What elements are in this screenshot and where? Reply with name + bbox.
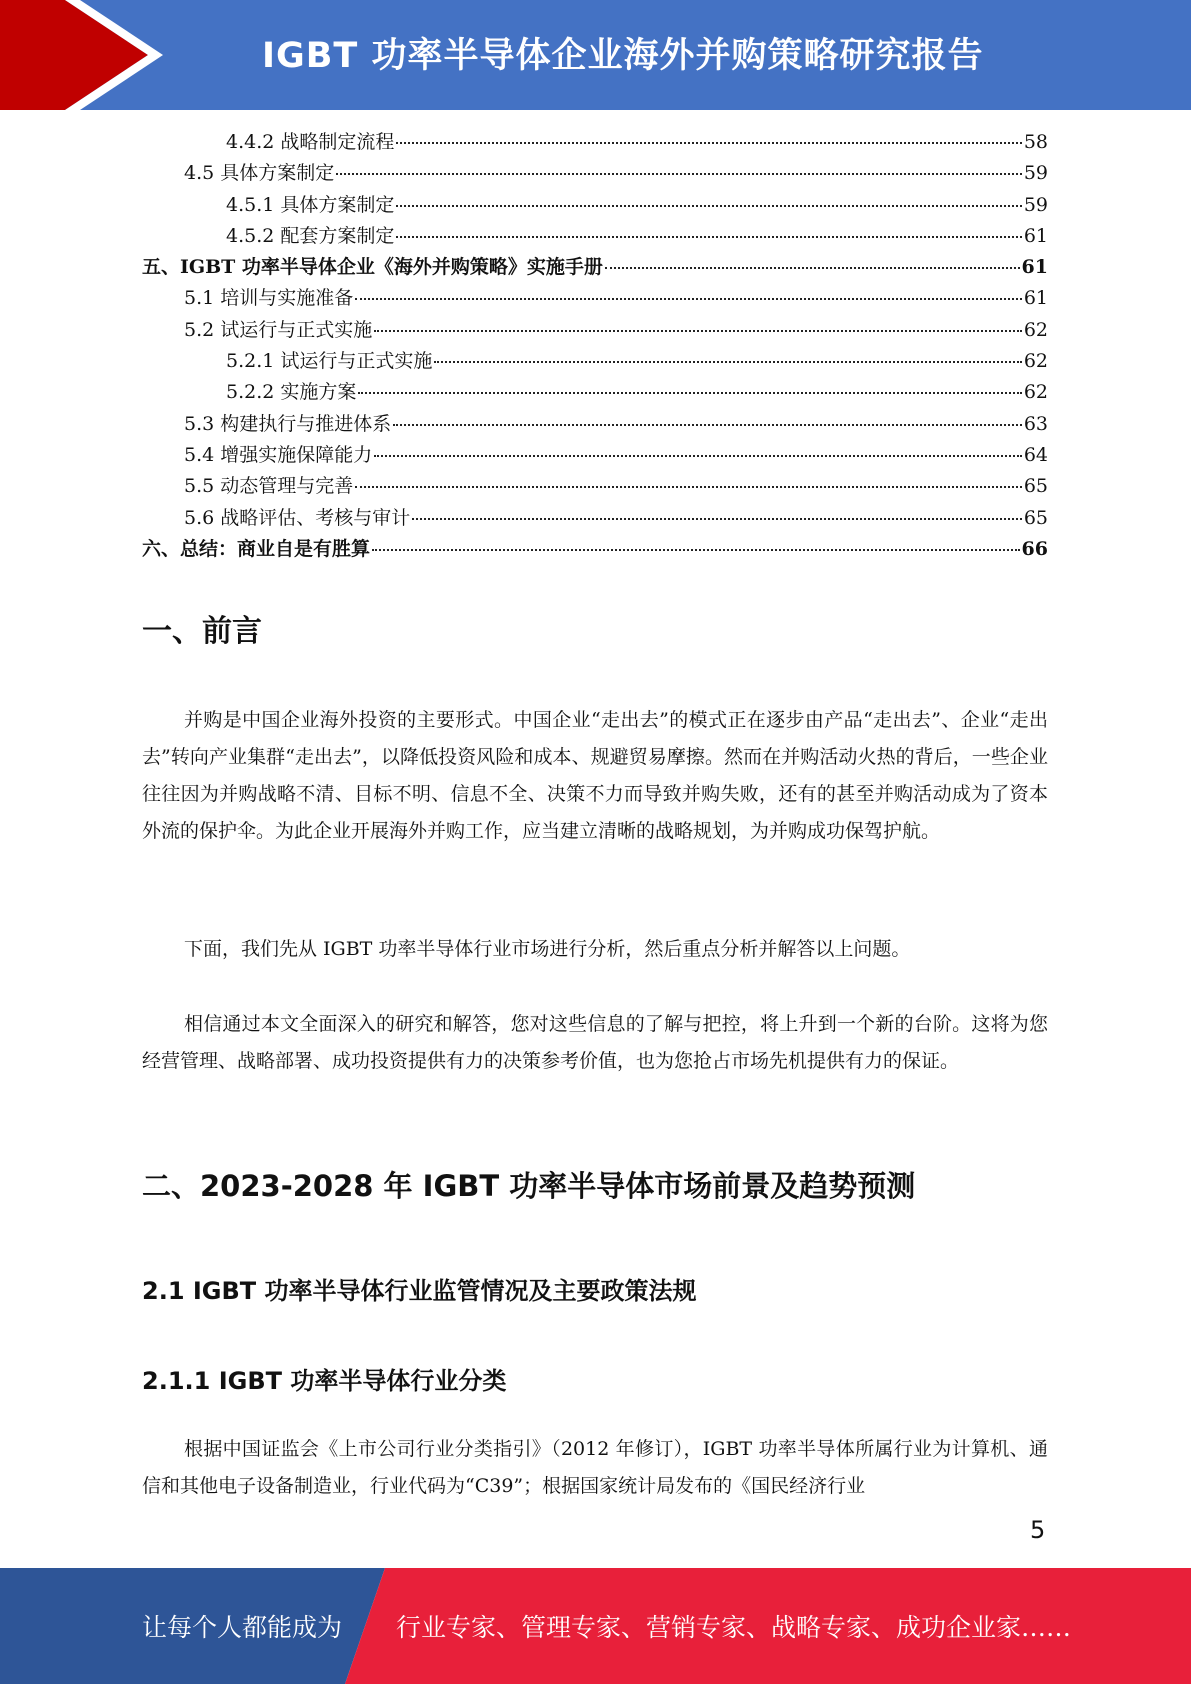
toc-entry-title: 5.3 构建执行与推进体系 <box>184 412 392 435</box>
toc-dot-leader <box>358 392 1021 394</box>
preface-paragraph-1: 并购是中国企业海外投资的主要形式。中国企业“走出去”的模式正在逐步由产品“走出去”、企业“走出去”转向产业集群“走出去”，以降低投资风险和成本、规避贸易摩擦。然而在并购活动火热的背后，一些企业往往因为并购战略不清、目标不明、信息不全、决策不力而导致并购失败，还有的甚至并购活动成为了资本外流的保护伞。为此企业开展海外并购工作，应当建立清晰的战略规划，为并购成功保驾护航。 <box>142 709 1048 842</box>
toc-dot-leader <box>355 298 1022 300</box>
toc-entry-page: 62 <box>1023 381 1048 404</box>
toc-entry-page: 62 <box>1023 350 1048 373</box>
toc-entry-page: 59 <box>1023 193 1048 216</box>
toc-dot-leader <box>605 267 1020 269</box>
toc-dot-leader <box>412 518 1022 520</box>
toc-entry-title: 4.5.1 具体方案制定 <box>226 193 395 216</box>
toc-entry-page: 65 <box>1023 475 1048 498</box>
toc-entry-page: 64 <box>1023 443 1048 466</box>
table-of-contents <box>142 127 1048 565</box>
preface-paragraph-3: 相信通过本文全面深入的研究和解答，您对这些信息的了解与把控，将上升到一个新的台阶。这将为您经营管理、战略部署、成功投资提供有力的决策参考价值，也为您抢占市场先机提供有力的保证。 <box>142 1013 1048 1072</box>
toc-entry-title: 5.5 动态管理与完善 <box>184 475 354 498</box>
toc-entry-title: 五、IGBT 功率半导体企业《海外并购策略》实施手册 <box>142 256 603 279</box>
toc-entry-title: 5.6 战略评估、考核与审计 <box>184 506 411 529</box>
classification-paragraph: 根据中国证监会《上市公司行业分类指引》（2012 年修订），IGBT 功率半导体所属行业为计算机、通信和其他电子设备制造业，行业代码为“C39”；根据国家统计局发布的《国民经济行业 <box>142 1438 1048 1497</box>
toc-dot-leader <box>372 549 1020 551</box>
toc-entry[interactable] <box>142 440 1048 471</box>
toc-entry-title: 5.1 培训与实施准备 <box>184 287 354 310</box>
toc-entry[interactable] <box>142 377 1048 408</box>
toc-entry[interactable] <box>142 283 1048 314</box>
toc-dot-leader <box>374 455 1022 457</box>
toc-entry[interactable] <box>142 190 1048 221</box>
toc-entry-title: 5.2.2 实施方案 <box>226 381 357 404</box>
report-title: IGBT 功率半导体企业海外并购策略研究报告 <box>262 36 984 76</box>
toc-entry-page: 59 <box>1023 162 1048 185</box>
toc-entry[interactable] <box>142 409 1048 440</box>
toc-entry-page: 61 <box>1023 224 1048 247</box>
toc-entry[interactable] <box>142 127 1048 158</box>
preface-paragraph-2: 下面，我们先从 IGBT 功率半导体行业市场进行分析，然后重点分析并解答以上问题。 <box>184 938 911 960</box>
preface-heading: 一、前言 <box>142 614 262 649</box>
toc-entry[interactable] <box>142 252 1048 283</box>
header-chevron-red <box>0 0 148 110</box>
toc-entry[interactable] <box>142 503 1048 534</box>
toc-dot-leader <box>396 205 1021 207</box>
toc-entry-title: 4.5 具体方案制定 <box>184 162 335 185</box>
footer-slogan-right: 行业专家、管理专家、营销专家、战略专家、成功企业家…… <box>396 1613 1072 1642</box>
toc-entry[interactable] <box>142 346 1048 377</box>
toc-entry-title: 5.4 增强实施保障能力 <box>184 443 373 466</box>
toc-entry-title: 4.5.2 配套方案制定 <box>226 224 395 247</box>
page-header <box>0 0 1191 110</box>
toc-entry-page: 61 <box>1021 256 1048 279</box>
page-footer <box>0 1568 1191 1684</box>
toc-dot-leader <box>355 486 1022 488</box>
toc-dot-leader <box>336 173 1022 175</box>
toc-dot-leader <box>396 236 1021 238</box>
toc-entry[interactable] <box>142 315 1048 346</box>
toc-entry-page: 66 <box>1021 537 1048 560</box>
toc-entry-title: 六、总结：商业自是有胜算 <box>142 537 371 560</box>
toc-entry-title: 5.2.1 试运行与正式实施 <box>226 350 433 373</box>
toc-dot-leader <box>396 142 1021 144</box>
toc-entry-page: 61 <box>1023 287 1048 310</box>
toc-entry-page: 65 <box>1023 506 1048 529</box>
page-number: 5 <box>1030 1516 1046 1544</box>
toc-entry[interactable] <box>142 534 1048 565</box>
toc-entry-page: 58 <box>1023 131 1048 153</box>
toc-entry-page: 62 <box>1023 318 1048 341</box>
toc-dot-leader <box>434 361 1021 363</box>
regulation-heading: 2.1 IGBT 功率半导体行业监管情况及主要政策法规 <box>142 1277 697 1305</box>
footer-slogan-left: 让每个人都能成为 <box>142 1613 343 1642</box>
toc-entry[interactable] <box>142 221 1048 252</box>
toc-entry-title: 4.4.2 战略制定流程 <box>226 131 395 153</box>
toc-dot-leader <box>393 424 1022 426</box>
market-outlook-heading: 二、2023-2028 年 IGBT 功率半导体市场前景及趋势预测 <box>142 1169 916 1203</box>
toc-dot-leader <box>374 330 1022 332</box>
classification-heading: 2.1.1 IGBT 功率半导体行业分类 <box>142 1367 507 1395</box>
toc-entry-page: 63 <box>1023 412 1048 435</box>
toc-entry[interactable] <box>142 471 1048 502</box>
toc-entry[interactable] <box>142 158 1048 189</box>
toc-entry-title: 5.2 试运行与正式实施 <box>184 318 373 341</box>
